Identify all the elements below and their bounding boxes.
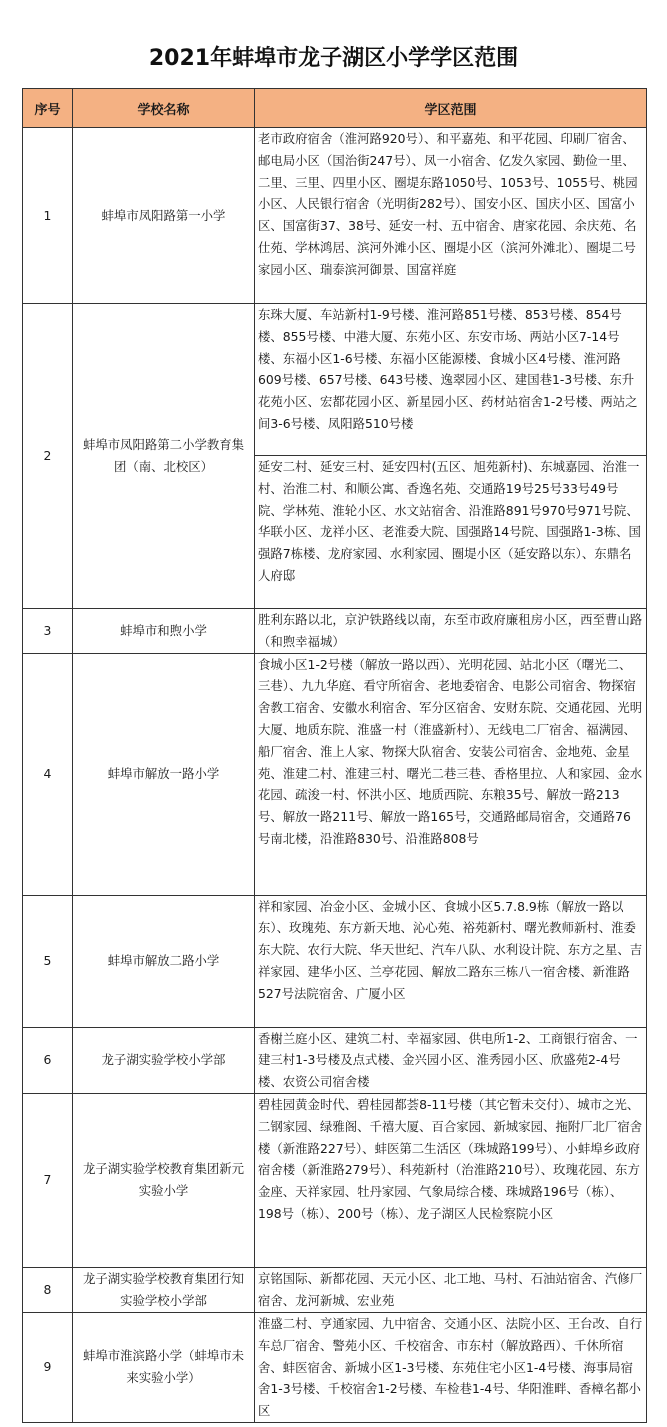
table-row bbox=[23, 128, 647, 304]
table-row bbox=[23, 653, 647, 895]
district-area: 祥和家园、冶金小区、金城小区、食城小区5.7.8.9栋（解放一路以东）、玫瑰苑、东方新天地、沁心苑、裕苑新村、曙光教师新村、淮委东大院、农行大院、华天世纪、汽车八队、水利设计院、东方之星、吉祥家园、建华小区、兰亭花园、解放二路东三栋八一宿舍楼、新淮路527号法院宿舍、广厦小区 bbox=[255, 895, 647, 1027]
row-number: 4 bbox=[23, 653, 73, 895]
page-title: 2021年蚌埠市龙子湖区小学学区范围 bbox=[148, 46, 519, 71]
row-number: 6 bbox=[23, 1027, 73, 1093]
row-number: 2 bbox=[23, 304, 73, 609]
table-row bbox=[23, 895, 647, 1027]
school-name: 蚌埠市解放二路小学 bbox=[73, 895, 255, 1027]
school-name: 龙子湖实验学校教育集团行知实验学校小学部 bbox=[73, 1267, 255, 1312]
table-row bbox=[23, 1093, 647, 1267]
header-area: 学区范围 bbox=[255, 89, 647, 128]
row-number: 8 bbox=[23, 1267, 73, 1312]
table-row bbox=[23, 304, 647, 456]
district-area: 京铭国际、新都花园、天元小区、北工地、马村、石油站宿舍、汽修厂宿舍、龙河新城、宏业苑 bbox=[255, 1267, 647, 1312]
district-area: 胜利东路以北，京沪铁路线以南，东至市政府廉租房小区，西至曹山路（和煦幸福城） bbox=[255, 609, 647, 654]
school-name: 蚌埠市凤阳路第一小学 bbox=[73, 128, 255, 304]
school-name: 蚌埠市和煦小学 bbox=[73, 609, 255, 654]
school-name: 龙子湖实验学校教育集团新元实验小学 bbox=[73, 1093, 255, 1267]
district-area: 淮盛二村、亨通家园、九中宿舍、交通小区、法院小区、王台改、自行车总厂宿舍、警苑小区、千校宿舍、市东村（解放路西）、千休所宿舍、蚌医宿舍、新城小区1-3号楼、东苑住宅小区1-4号楼、海事局宿舍1-3号楼、千校宿舍1-2号楼、车检巷1-4号、华阳淮畔、香樟名都小区 bbox=[255, 1312, 647, 1422]
row-number: 1 bbox=[23, 128, 73, 304]
school-name: 蚌埠市淮滨路小学（蚌埠市未来实验小学） bbox=[73, 1312, 255, 1422]
school-name: 蚌埠市解放一路小学 bbox=[73, 653, 255, 895]
district-area: 食城小区1-2号楼（解放一路以西）、光明花园、站北小区（曙光二、三巷）、九九华庭、看守所宿舍、老地委宿舍、电影公司宿舍、物探宿舍教工宿舍、安徽水利宿舍、军分区宿舍、安财东院、交通花园、光明大厦、地质东院、淮盛一村（淮盛新村）、无线电二厂宿舍、福满园、船厂宿舍、淮上人家、物探大队宿舍、安装公司宿舍、金地苑、金星苑、淮建二村、淮建三村、曙光二巷三巷、香格里拉、人和家园、金水花园、疏浚一村、怀洪小区、地质西院、东粮35号、解放一路213号、解放一路211号、解放一路165号，交通路邮局宿舍，交通路76号南北楼，沿淮路830号、沿淮路808号 bbox=[255, 653, 647, 895]
table-row bbox=[23, 1312, 647, 1422]
school-name: 龙子湖实验学校小学部 bbox=[73, 1027, 255, 1093]
district-area: 碧桂园黄金时代、碧桂园都荟8-11号楼（其它暂未交付）、城市之光、二钢家园、绿雅阁、千禧大厦、百合家园、新城家园、拖附厂北厂宿舍楼（新淮路227号）、蚌医第二生活区（珠城路199号）、小蚌埠乡政府宿舍楼（新淮路279号）、科苑新村（治淮路210号）、玫瑰花园、东方金座、天祥家园、牡丹家园、气象局综合楼、珠城路196号（栋）、198号（栋）、200号（栋）、龙子湖区人民检察院小区 bbox=[255, 1093, 647, 1267]
row-number: 7 bbox=[23, 1093, 73, 1267]
header-num: 序号 bbox=[23, 89, 73, 128]
district-area: 东珠大厦、车站新村1-9号楼、淮河路851号楼、853号楼、854号楼、855号楼、中港大厦、东苑小区、东安市场、两站小区7-14号楼、东福小区1-6号楼、东福小区能源楼、食城小区4号楼、淮河路609号楼、657号楼、643号楼、逸翠园小区、建国巷1-3号楼、东升花苑小区、宏都花园小区、新星园小区、药材站宿舍1-2号楼、两站之间3-6号楼、凤阳路510号楼 bbox=[255, 304, 647, 456]
table-row bbox=[23, 1267, 647, 1312]
table-header-row bbox=[23, 89, 647, 128]
table-row bbox=[23, 1027, 647, 1093]
row-number: 9 bbox=[23, 1312, 73, 1422]
header-school: 学校名称 bbox=[73, 89, 255, 128]
district-table bbox=[22, 88, 647, 1423]
school-name: 蚌埠市凤阳路第二小学教育集团（南、北校区） bbox=[73, 304, 255, 609]
row-number: 5 bbox=[23, 895, 73, 1027]
district-area: 老市政府宿舍（淮河路920号）、和平嘉苑、和平花园、印刷厂宿舍、邮电局小区（国治街247号）、凤一小宿舍、亿发久家园、勤俭一里、二里、三里、四里小区、圈堤东路1050号、1053号、1055号、桃园小区、人民银行宿舍（光明街282号）、国安小区、国庆小区、国富小区、国富街37、38号、延安一村、五中宿舍、唐家花园、余庆苑、名仕苑、学林鸿居、滨河外滩小区、圈堤小区（滨河外滩北）、圈堤二号家园小区、瑞泰滨河御景、国富祥庭 bbox=[255, 128, 647, 304]
table-row bbox=[23, 609, 647, 654]
district-area: 延安二村、延安三村、延安四村(五区、旭苑新村)、东城嘉园、治淮一村、治淮二村、和顺公寓、香逸名苑、交通路19号25号33号49号院、学林苑、淮轮小区、水文站宿舍、沿淮路891号970号971号院、华联小区、龙祥小区、老淮委大院、国强路14号院、国强路1-3栋、国强路7栋楼、龙府家园、水利家园、圈堤小区（延安路以东）、东鼎名人府邸 bbox=[255, 456, 647, 609]
row-number: 3 bbox=[23, 609, 73, 654]
district-area: 香榭兰庭小区、建筑二村、幸福家园、供电所1-2、工商银行宿舍、一建三村1-3号楼及点式楼、金兴园小区、淮秀园小区、欣盛苑2-4号楼、农资公司宿舍楼 bbox=[255, 1027, 647, 1093]
